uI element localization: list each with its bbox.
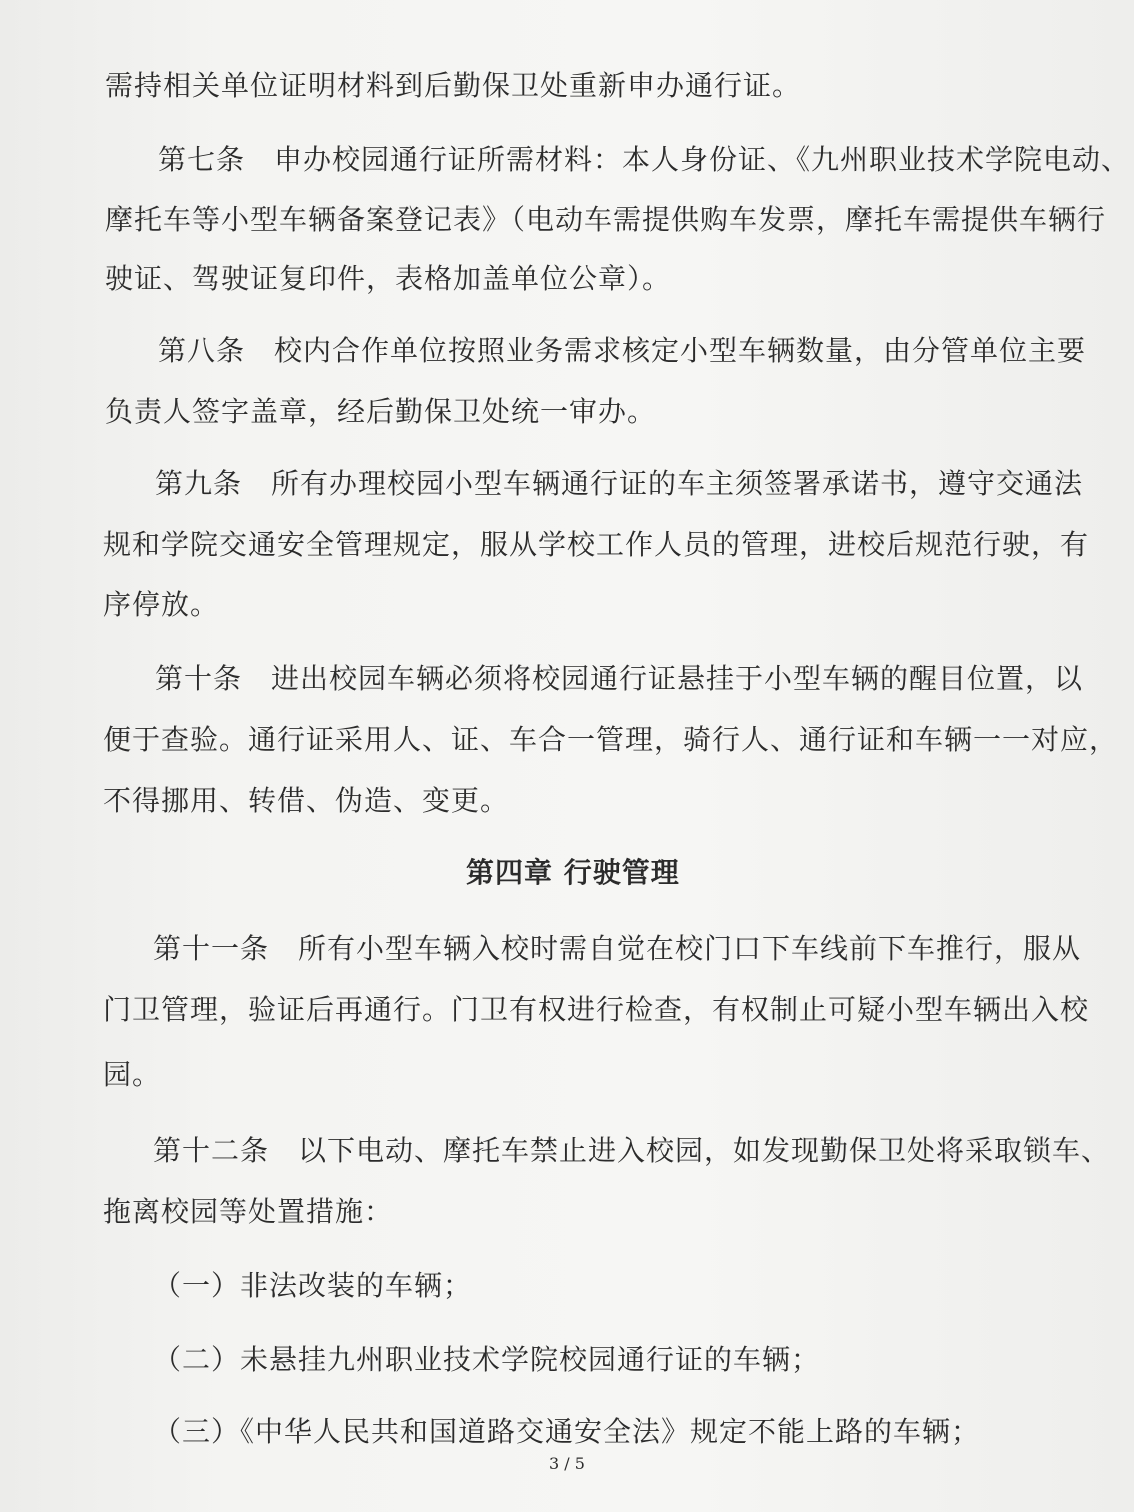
- text-line-content: 拖离校园等处置措施：: [103, 1195, 394, 1228]
- text-line-content: 不得挪用、转借、伪造、变更。: [103, 784, 510, 817]
- list-item-text: （三）《中华人民共和国道路交通安全法》规定不能上路的车辆；: [153, 1415, 981, 1448]
- text-line-content: 门卫管理，验证后再通行。门卫有权进行检查，有权制止可疑小型车辆出入校: [103, 993, 1090, 1026]
- text-line-content: 需持相关单位证明材料到后勤保卫处重新申办通行证。: [105, 69, 802, 102]
- text-line-content: 摩托车等小型车辆备案登记表》（电动车需提供购车发票，摩托车需提供车辆行: [105, 203, 1107, 236]
- text-line-content: 第七条 申办校园通行证所需材料：本人身份证、《九州职业技术学院电动、: [158, 143, 1131, 176]
- text-line-content: 第八条 校内合作单位按照业务需求核定小型车辆数量，由分管单位主要: [158, 334, 1087, 367]
- text-line-content: 负责人签字盖章，经后勤保卫处统一审办。: [105, 395, 657, 428]
- text-line-content: 序停放。: [103, 588, 220, 621]
- text-line-content: 第十条 进出校园车辆必须将校园通行证悬挂于小型车辆的醒目位置，以: [155, 662, 1084, 695]
- text-line-content: 第十二条 以下电动、摩托车禁止进入校园，如发现勤保卫处将采取锁车、: [153, 1134, 1111, 1167]
- list-item-text: （二）未悬挂九州职业技术学院校园通行证的车辆；: [153, 1343, 821, 1376]
- page-number: 3 / 5: [549, 1454, 585, 1473]
- text-line-content: 第十一条 所有小型车辆入校时需自觉在校门口下车线前下车推行，服从: [153, 932, 1082, 965]
- text-line-content: 便于查验。通行证采用人、证、车合一管理，骑行人、通行证和车辆一一对应，: [103, 723, 1119, 756]
- chapter-heading-text: 第四章 行驶管理: [466, 856, 680, 889]
- list-item-text: （一）非法改装的车辆；: [153, 1269, 473, 1302]
- text-line-content: 园。: [103, 1058, 162, 1091]
- text-line-content: 第九条 所有办理校园小型车辆通行证的车主须签署承诺书，遵守交通法: [155, 467, 1084, 500]
- text-line-content: 规和学院交通安全管理规定，服从学校工作人员的管理，进校后规范行驶，有: [103, 528, 1090, 561]
- text-line-content: 驶证、驾驶证复印件，表格加盖单位公章）。: [105, 262, 672, 295]
